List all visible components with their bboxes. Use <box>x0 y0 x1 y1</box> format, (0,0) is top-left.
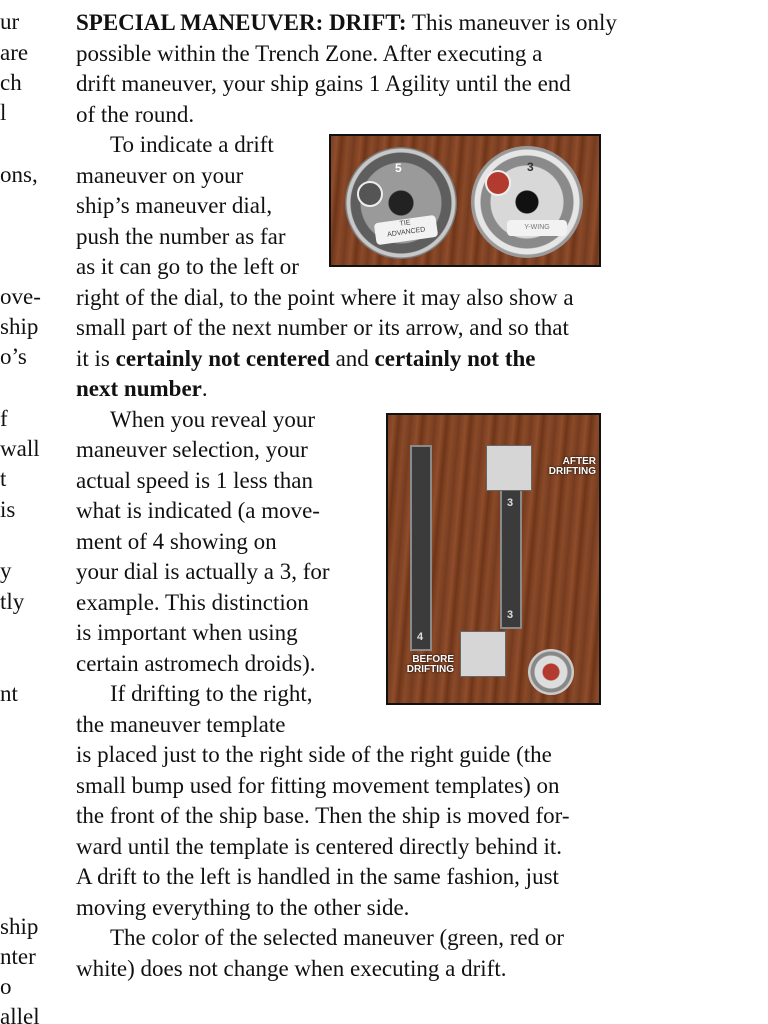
template-number: 3 <box>507 609 514 621</box>
text-line: maneuver on your <box>76 162 244 188</box>
text-line: drift maneuver, your ship gains 1 Agility until the end <box>76 71 571 96</box>
ship-before-base <box>460 631 506 677</box>
text-line: is important when using <box>76 620 298 645</box>
maneuver-template-before <box>410 445 432 651</box>
before-drifting-caption: BEFORE DRIFTING <box>406 654 454 675</box>
fragment: t <box>0 466 7 491</box>
fragment: nt <box>0 681 18 706</box>
text-line: When you reveal your <box>110 406 316 432</box>
text-line: is placed just to the right side of the right guide (the <box>76 742 552 767</box>
fragment: tly <box>0 589 25 614</box>
text-line: example. This distinction <box>76 589 309 615</box>
fragment: wall <box>0 436 40 461</box>
text-line: your dial is actually a 3, for <box>76 559 330 584</box>
after-drifting-caption: AFTER DRIFTING <box>548 456 596 477</box>
text-line: white) does not change when executing a drift. <box>76 955 507 981</box>
text-line: ment of 4 showing on <box>76 528 277 554</box>
empire-icon <box>357 181 383 207</box>
text-line: small bump used for fitting movement templates) on <box>76 772 560 798</box>
template-number: 3 <box>507 497 514 509</box>
text-line: ward until the template is centered directly behind it. <box>76 833 563 859</box>
fragment: o <box>0 974 12 999</box>
text-line: actual speed is 1 less than <box>76 467 313 493</box>
fragment: ur <box>0 9 20 34</box>
maneuver-dials-photo <box>329 134 601 267</box>
text-line: certain astromech droids). <box>76 650 316 676</box>
text-line: If drifting to the right, <box>110 681 313 706</box>
dial-nameplate: TIE ADVANCED <box>374 215 438 245</box>
fragment: o’s <box>0 344 27 369</box>
dial-number: 5 <box>395 161 402 175</box>
fragment: ch <box>0 70 22 95</box>
text-line: push the number as far <box>76 223 286 249</box>
rebel-icon <box>485 170 511 196</box>
text-line: of the round. <box>76 101 195 127</box>
text-line: maneuver selection, your <box>76 437 308 462</box>
fragment: ship <box>0 914 39 939</box>
fragment: ons, <box>0 162 38 187</box>
fragment: are <box>0 40 29 65</box>
maneuver-template-after <box>500 489 522 629</box>
fragment: allel <box>0 1004 40 1024</box>
text-line: The color of the selected maneuver (green, red or <box>110 925 565 950</box>
fragment: ship <box>0 314 39 339</box>
fragment: l <box>0 100 7 125</box>
text-line: A drift to the left is handled in the same fashion, just <box>76 864 559 889</box>
fragment: is <box>0 497 16 522</box>
drift-illustration-photo <box>386 413 601 705</box>
dial-number: 3 <box>527 160 534 174</box>
fragment: ove- <box>0 284 41 309</box>
fragment: f <box>0 406 8 431</box>
ship-dial <box>528 649 574 695</box>
text-line: possible within the Trench Zone. After executing a <box>76 40 543 66</box>
text-line: it is certainly not centered and certainly not the <box>76 345 536 371</box>
text-line: small part of the next number or its arrow, and so that <box>76 315 569 340</box>
text-line: next number. <box>76 376 208 401</box>
text-line: moving everything to the other side. <box>76 894 410 920</box>
text-line: This maneuver is only <box>411 10 617 35</box>
text-line: the front of the ship base. Then the ship is moved for- <box>76 803 570 828</box>
text-line: To indicate a drift <box>110 132 274 157</box>
fragment: y <box>0 558 12 583</box>
tie-advanced-dial <box>345 147 457 259</box>
y-wing-dial <box>471 146 583 258</box>
left-column-fragments <box>0 0 44 1024</box>
text-line: as it can go to the left or <box>76 254 299 279</box>
text-line: what is indicated (a move- <box>76 498 320 523</box>
ship-after-base <box>486 445 532 491</box>
emphasis: next number <box>76 376 202 401</box>
template-number: 4 <box>417 631 424 643</box>
emphasis: certainly not the <box>374 345 536 371</box>
fragment: nter <box>0 944 36 969</box>
text-line: right of the dial, to the point where it may also show a <box>76 284 574 310</box>
emphasis: certainly not centered <box>115 345 330 371</box>
section-heading: SPECIAL MANEUVER: DRIFT: <box>76 10 407 35</box>
text-line: the maneuver template <box>76 711 286 737</box>
text-line: ship’s maneuver dial, <box>76 193 273 218</box>
dial-nameplate: Y-WING <box>507 220 567 236</box>
